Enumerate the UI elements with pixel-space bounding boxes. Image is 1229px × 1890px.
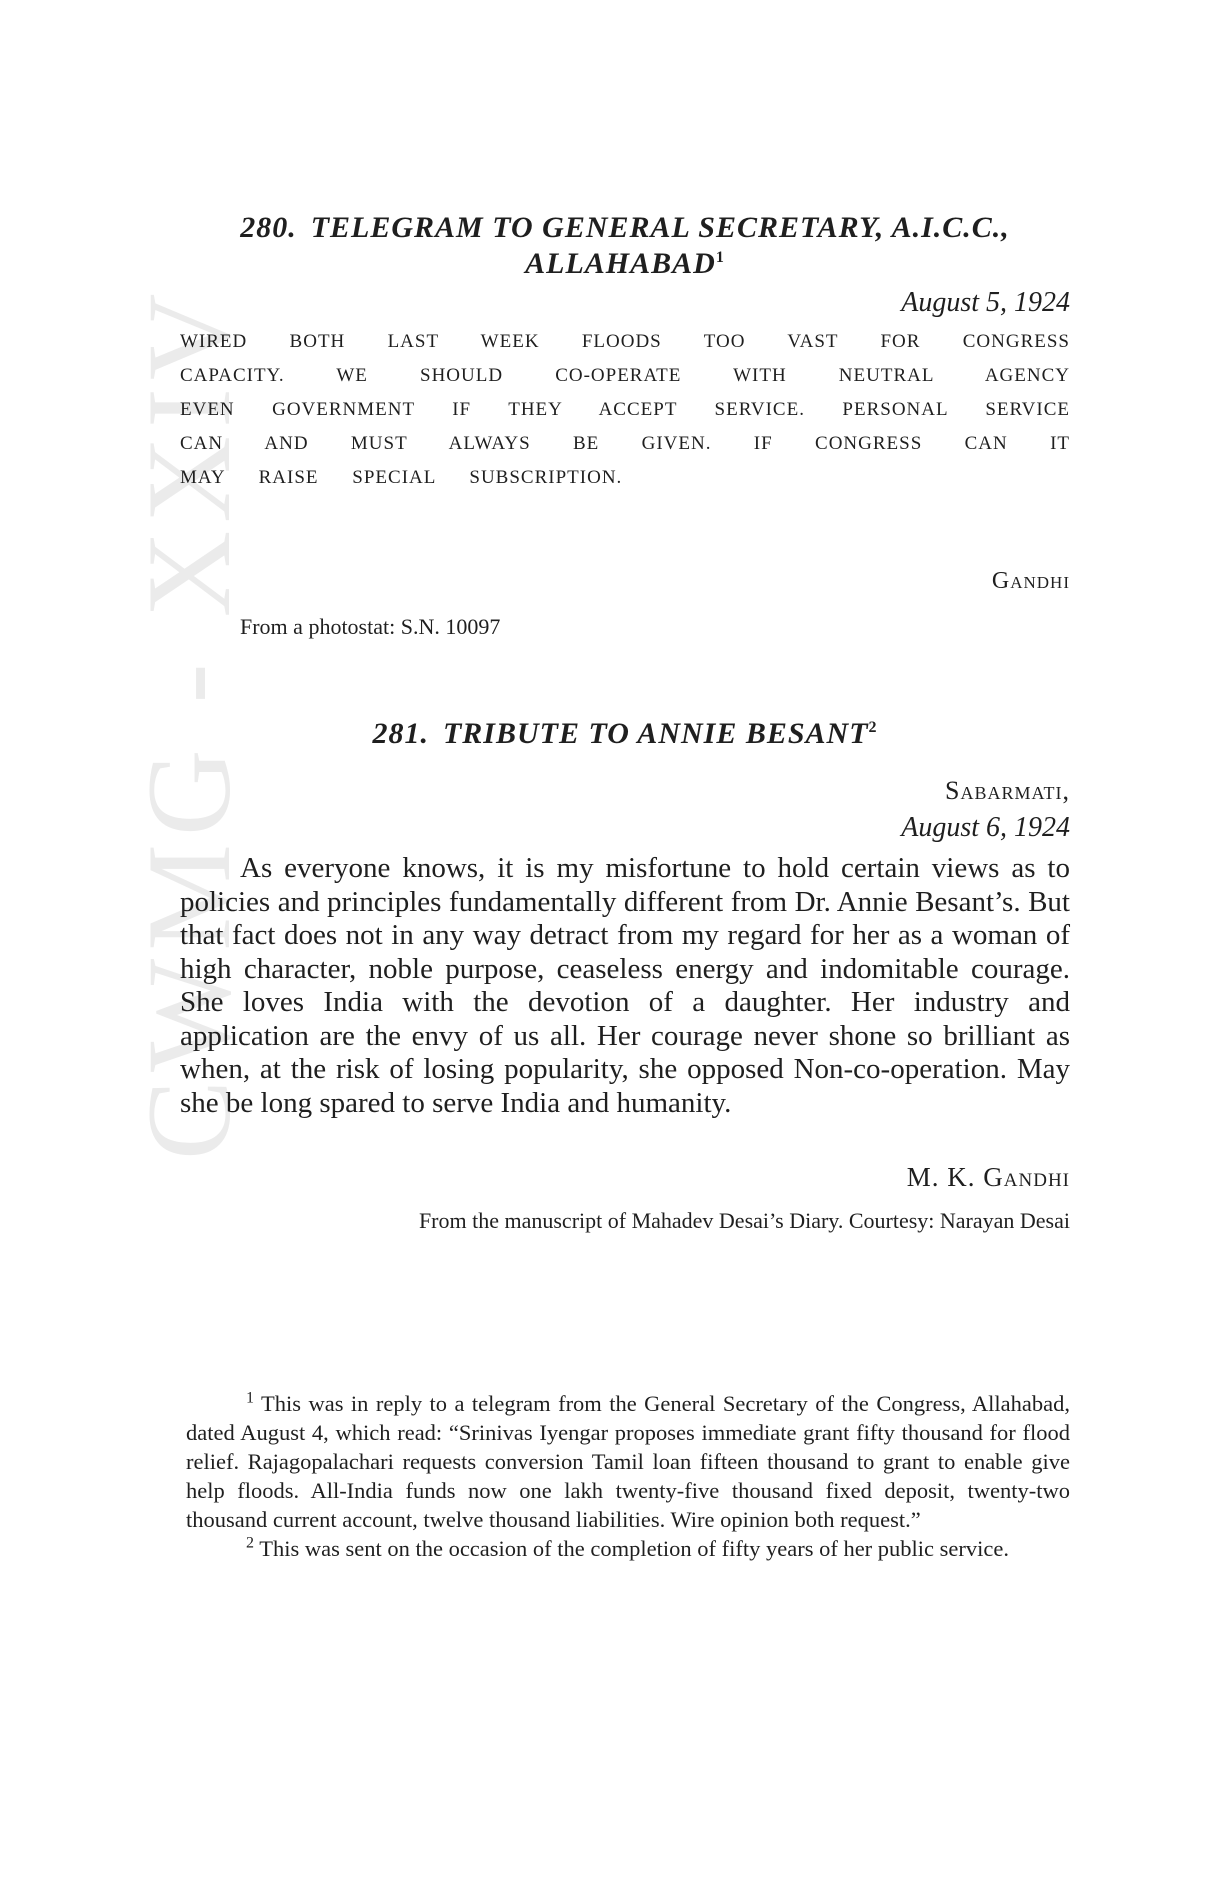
telegram-line: WIRED BOTH LAST WEEK FLOODS TOO VAST FOR CONGRESS	[180, 331, 1070, 352]
footnote-text: This was in reply to a telegram from the General Secretary of the Congress, Allahabad, dated August 4, which read: “Srinivas Iyengar proposes immediate grant fifty thousand for flood relief. Rajagopalachari requests conversion Tamil loan fifteen thousand to grant to enable give help floods. All-India funds now one lakh twenty-five thousand fixed deposit, twenty-two thousand current account, twelve thousand liabilities. Wire opinion both request.”	[186, 1391, 1070, 1532]
telegram-line: CAN AND MUST ALWAYS BE GIVEN. IF CONGRESS CAN IT	[180, 433, 1070, 454]
footnote-mark: 2	[246, 1534, 254, 1552]
footnote-ref-2[interactable]: 2	[868, 719, 878, 736]
doc-280-number: 280.	[240, 211, 297, 244]
doc-281-date: August 6, 1924	[901, 812, 1070, 843]
doc-281-number: 281.	[372, 717, 429, 750]
footnotes	[186, 1389, 1070, 1563]
doc-280-signature: Gandhi	[991, 568, 1070, 594]
doc-280-date: August 5, 1924	[901, 287, 1070, 318]
footnote-ref-1[interactable]: 1	[715, 249, 725, 266]
doc-281-source: From the manuscript of Mahadev Desai’s Diary. Courtesy: Narayan Desai	[418, 1208, 1070, 1233]
telegram-line: MAY RAISE SPECIAL SUBSCRIPTION.	[180, 467, 623, 488]
doc-280-title-line1: TELEGRAM TO GENERAL SECRETARY, A.I.C.C.,	[310, 211, 1010, 244]
watermark: CWMG - XXIV	[122, 285, 255, 1160]
footnote-1	[186, 1389, 1070, 1534]
telegram-body	[180, 325, 1070, 495]
telegram-line: CAPACITY. WE SHOULD CO-OPERATE WITH NEUTRAL AGENCY	[180, 365, 1070, 386]
tribute-paragraph: As everyone knows, it is my misfortune to hold certain views as to policies and principles fundamentally different from Dr. Annie Besant’s. But that fact does not in any way detract from my regard for her as a woman of high character, noble purpose, ceaseless energy and indomitable courage. She loves India with the devotion of a daughter. Her industry and application are the envy of us all. Her courage never shone so brilliant as when, at the risk of losing popularity, she opposed Non-co-operation. May she be long spared to serve India and humanity.	[180, 852, 1070, 1119]
doc-281-title-text: TRIBUTE TO ANNIE BESANT	[442, 717, 869, 750]
telegram-line: EVEN GOVERNMENT IF THEY ACCEPT SERVICE. PERSONAL SERVICE	[180, 399, 1070, 420]
footnote-mark: 1	[246, 1389, 254, 1407]
doc-281-signature: M. K. Gandhi	[906, 1162, 1070, 1192]
document-280	[180, 210, 1070, 282]
doc-280-title-line2: ALLAHABAD	[525, 247, 716, 280]
doc-281-place: Sabarmati,	[945, 776, 1070, 805]
doc-281-title	[180, 716, 1070, 752]
footnote-text: This was sent on the occasion of the completion of fifty years of her public service.	[259, 1536, 1009, 1561]
doc-280-source: From a photostat: S.N. 10097	[240, 614, 501, 639]
footnote-2	[186, 1534, 1070, 1563]
doc-280-title	[180, 210, 1070, 282]
